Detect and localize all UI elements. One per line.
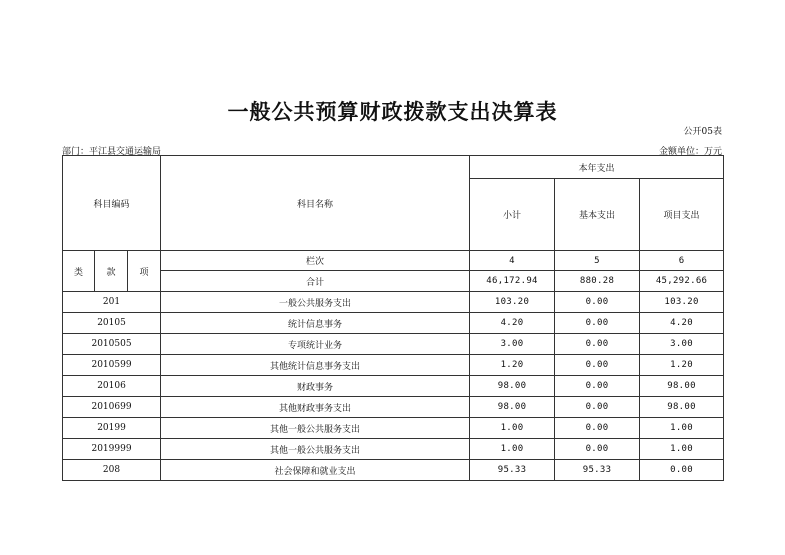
row-name: 专项统计业务 <box>161 334 470 355</box>
row-basic: 0.00 <box>555 355 640 376</box>
row-name: 社会保障和就业支出 <box>161 460 470 481</box>
header-year-total: 本年支出 <box>470 156 724 179</box>
department-label: 部门：平江县交通运输局 <box>62 147 162 157</box>
row-basic: 95.33 <box>555 460 640 481</box>
table-row <box>63 334 724 355</box>
row-subtotal: 1.00 <box>470 418 555 439</box>
table-row <box>63 376 724 397</box>
row-basic: 0.00 <box>555 439 640 460</box>
row-name: 其他统计信息事务支出 <box>161 355 470 376</box>
row-basic: 0.00 <box>555 313 640 334</box>
row-subtotal: 98.00 <box>470 397 555 418</box>
row-name: 其他一般公共服务支出 <box>161 439 470 460</box>
row-basic: 0.00 <box>555 418 640 439</box>
total-basic: 880.28 <box>555 271 640 292</box>
row-code: 2010599 <box>63 355 161 376</box>
row-project: 1.00 <box>640 418 724 439</box>
row-code: 2010505 <box>63 334 161 355</box>
row-subtotal: 3.00 <box>470 334 555 355</box>
header-col4: 4 <box>470 251 555 271</box>
row-project: 3.00 <box>640 334 724 355</box>
row-subtotal: 1.20 <box>470 355 555 376</box>
table-row <box>63 418 724 439</box>
row-code: 208 <box>63 460 161 481</box>
header-lei: 类 <box>63 251 95 292</box>
header-col5: 5 <box>555 251 640 271</box>
row-name: 统计信息事务 <box>161 313 470 334</box>
table-body <box>63 292 724 481</box>
row-name: 其他一般公共服务支出 <box>161 418 470 439</box>
row-project: 98.00 <box>640 376 724 397</box>
expenditure-table <box>62 155 724 481</box>
row-basic: 0.00 <box>555 397 640 418</box>
row-name: 其他财政事务支出 <box>161 397 470 418</box>
row-subtotal: 98.00 <box>470 376 555 397</box>
row-subtotal: 95.33 <box>470 460 555 481</box>
table-row <box>63 460 724 481</box>
row-project: 0.00 <box>640 460 724 481</box>
row-code: 20106 <box>63 376 161 397</box>
row-code: 20105 <box>63 313 161 334</box>
row-code: 2019999 <box>63 439 161 460</box>
row-name: 一般公共服务支出 <box>161 292 470 313</box>
header-name: 科目名称 <box>161 156 470 251</box>
header-project: 项目支出 <box>640 179 724 251</box>
row-subtotal: 1.00 <box>470 439 555 460</box>
document-number: 公开05表 <box>683 127 722 137</box>
unit-label: 金额单位：万元 <box>658 147 722 157</box>
row-basic: 0.00 <box>555 292 640 313</box>
table-row <box>63 313 724 334</box>
header-column-no: 栏次 <box>161 251 470 271</box>
header-basic: 基本支出 <box>555 179 640 251</box>
header-col6: 6 <box>640 251 724 271</box>
row-subtotal: 4.20 <box>470 313 555 334</box>
total-project: 45,292.66 <box>640 271 724 292</box>
header-subtotal: 小计 <box>470 179 555 251</box>
total-subtotal: 46,172.94 <box>470 271 555 292</box>
header-kuan: 款 <box>95 251 128 292</box>
header-code: 科目编码 <box>63 156 161 251</box>
row-project: 4.20 <box>640 313 724 334</box>
table-row <box>63 439 724 460</box>
row-code: 2010699 <box>63 397 161 418</box>
row-project: 1.20 <box>640 355 724 376</box>
table-row <box>63 397 724 418</box>
row-name: 财政事务 <box>161 376 470 397</box>
header-xiang: 项 <box>128 251 161 292</box>
row-code: 20199 <box>63 418 161 439</box>
total-label: 合计 <box>161 271 470 292</box>
row-basic: 0.00 <box>555 376 640 397</box>
row-project: 98.00 <box>640 397 724 418</box>
row-basic: 0.00 <box>555 334 640 355</box>
row-project: 103.20 <box>640 292 724 313</box>
table-row <box>63 355 724 376</box>
row-project: 1.00 <box>640 439 724 460</box>
table-row <box>63 292 724 313</box>
row-code: 201 <box>63 292 161 313</box>
page-title: 一般公共预算财政拨款支出决算表 <box>227 100 558 124</box>
table-header <box>63 156 724 292</box>
row-subtotal: 103.20 <box>470 292 555 313</box>
